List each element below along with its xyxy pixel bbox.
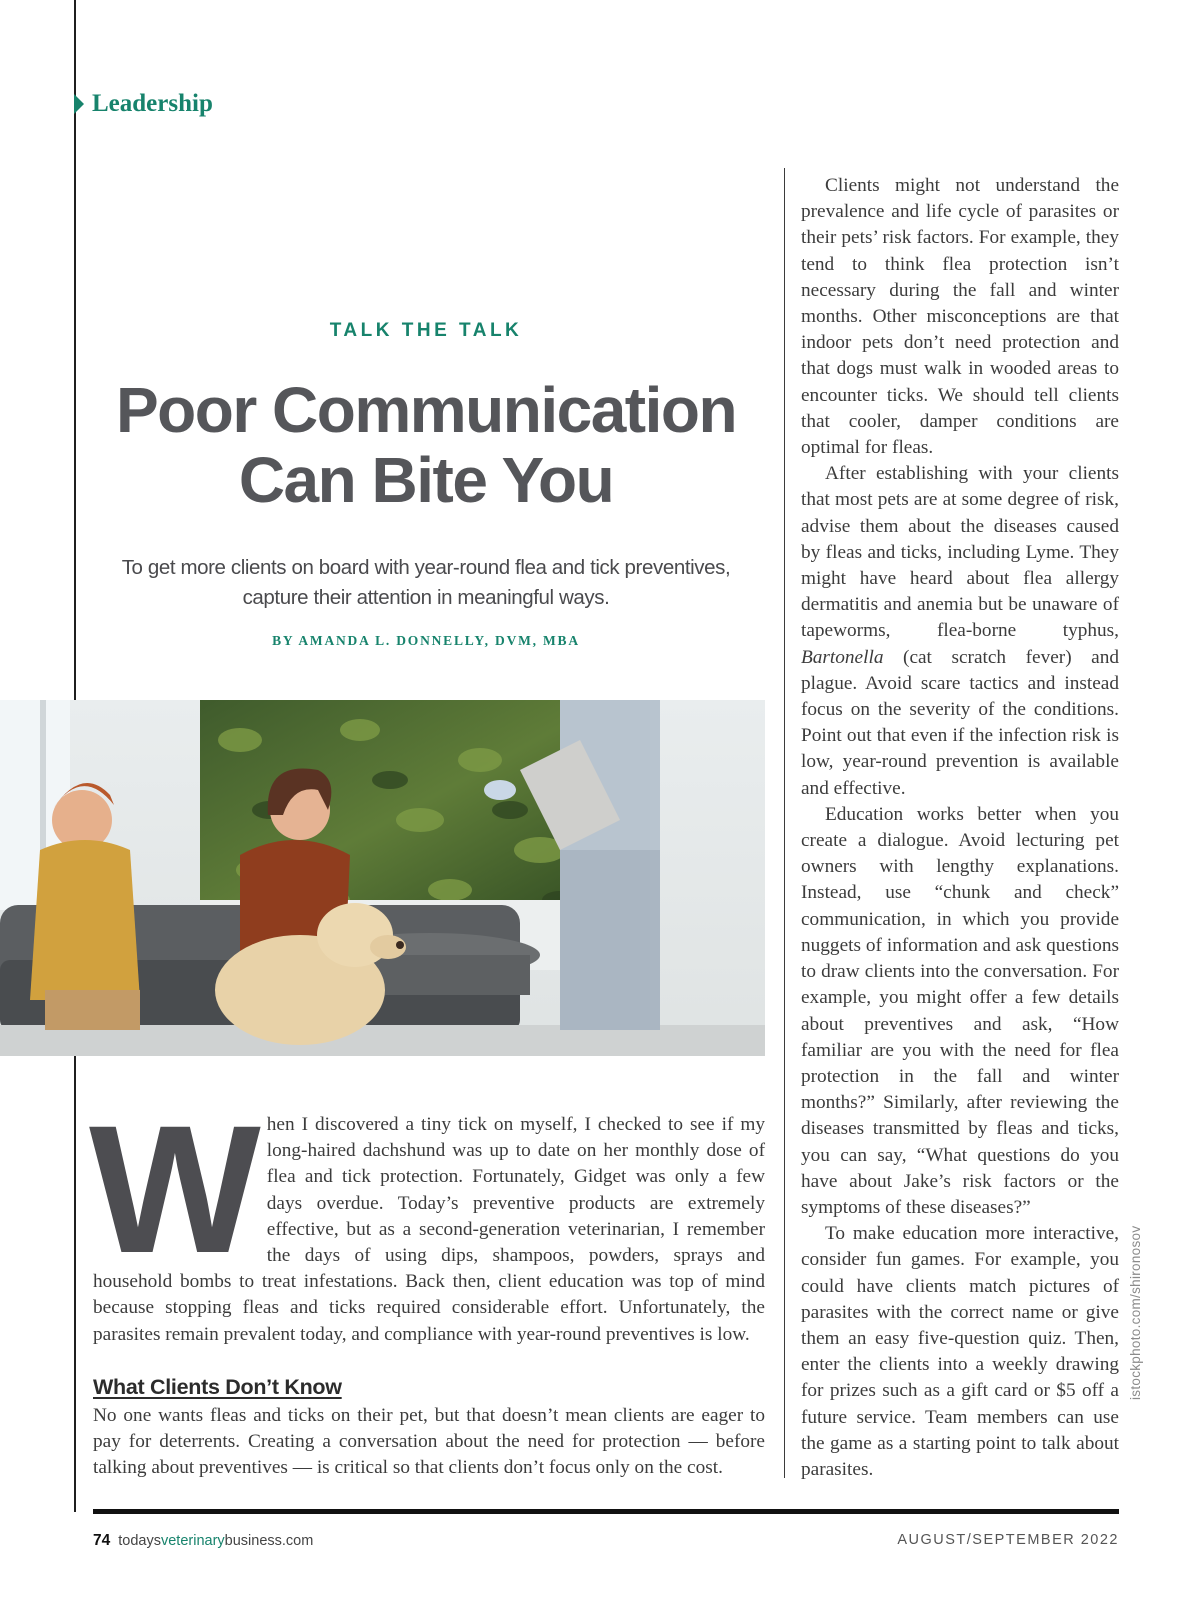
section-subhead: What Clients Don’t Know — [93, 1375, 342, 1399]
headline-line-1: Poor Communication — [115, 374, 737, 446]
italic-term: Bartonella — [801, 646, 884, 668]
section-label: Leadership — [92, 90, 213, 117]
issue-date: AUGUST/SEPTEMBER 2022 — [897, 1532, 1119, 1548]
right-paragraph-1: Clients might not understand the prevalence and life cycle of parasites or their pets’ risk factors. For example, they tend to think flea protection isn’t necessary during the fall and winter months. Other misconceptions are that indoor pets don’t need protection and that dogs must walk in wooded areas to encounter ticks. We should tell clients that cooler, damper conditions are optimal for fleas. — [801, 175, 1119, 459]
triangle-marker-icon — [74, 94, 84, 114]
subhead-paragraph: No one wants fleas and ticks on their pet, but that doesn’t mean clients are eager to pay for deterrents. Creating a conversation about the need for protection — before talking about preventives — is critical so that clients don’t focus only on the cost. — [93, 1405, 765, 1479]
intro-paragraph — [89, 1087, 765, 1348]
right-paragraph-2-part-a: After establishing with your clients that most pets are at some degree of risk, advise them about the diseases caused by fleas and ticks, including Lyme. They might have heard about flea allergy dermatitis and anemia but be unaware of tapeworms, flea-borne typhus, — [801, 463, 1119, 642]
right-paragraph-3: Education works better when you create a dialogue. Avoid lecturing pet owners with lengthy explanations. Instead, use “chunk and check” communication, in which you provide nuggets of information and ask questions to draw clients into the conversation. For example, you might offer a few details about preventives and ask, “How familiar are you with the need for flea protection in the fall and winter months?” Similarly, after reviewing the diseases transmitted by fleas and ticks, you can say, “What questions do you have about Jake’s risk factors or the symptoms of these diseases?” — [801, 803, 1119, 1218]
right-paragraph-2-part-b: (cat scratch fever) and plague. Avoid scare tactics and instead focus on the severity of the conditions. Point out that even if the infection risk is low, year-round prevention is available and effective. — [801, 646, 1119, 799]
article-kicker: TALK THE TALK — [329, 320, 523, 341]
headline-line-2: Can Bite You — [238, 444, 614, 516]
column-divider — [784, 168, 785, 1478]
clinic-waiting-room-illustration — [0, 700, 765, 1056]
site-highlight: veterinary — [160, 1533, 225, 1549]
article-byline: BY AMANDA L. DONNELLY, DVM, MBA — [272, 633, 580, 648]
intro-text: hen I discovered a tiny tick on myself, I checked to see if my long-haired dachshund was up to date on her monthly dose of flea and tick protection. Fortunately, Gidget was only a few days overdue. Today’s preventive products are extremely effective, but as a second-generation veterinarian, I remember the days of using dips, shampoos, powders, sprays and household bombs to treat infestations. Back then, client education was top of mind because stopping fleas and ticks required considerable effort. Unfortunately, the parasites remain prevalent today, and compliance with year-round preventives is low. — [93, 1114, 765, 1345]
photo-credit: istockphoto.com/shironosov — [1128, 1225, 1143, 1400]
page-number: 74 — [93, 1532, 111, 1549]
drop-cap: W — [89, 1087, 255, 1291]
site-suffix: business.com — [224, 1533, 314, 1549]
article-photo — [0, 700, 765, 1056]
right-paragraph-2 — [801, 461, 1119, 802]
footer-rule — [93, 1509, 1119, 1514]
site-prefix: todays — [118, 1533, 161, 1549]
right-column — [801, 173, 1119, 1483]
footer-left — [93, 1532, 313, 1550]
article-dek: To get more clients on board with year-round flea and tick preventives, capture their attention in meaningful ways. — [121, 556, 731, 609]
right-paragraph-4: To make education more interactive, consider fun games. For example, you could have clients match pictures of parasites with the correct name or give them an easy five-question quiz. Then, enter the clients into a weekly drawing for prizes such as a gift card or $5 off a future service. Team members can use the game as a starting point to talk about parasites. — [801, 1223, 1119, 1480]
section-tag — [74, 86, 213, 122]
article-headline — [76, 375, 776, 515]
